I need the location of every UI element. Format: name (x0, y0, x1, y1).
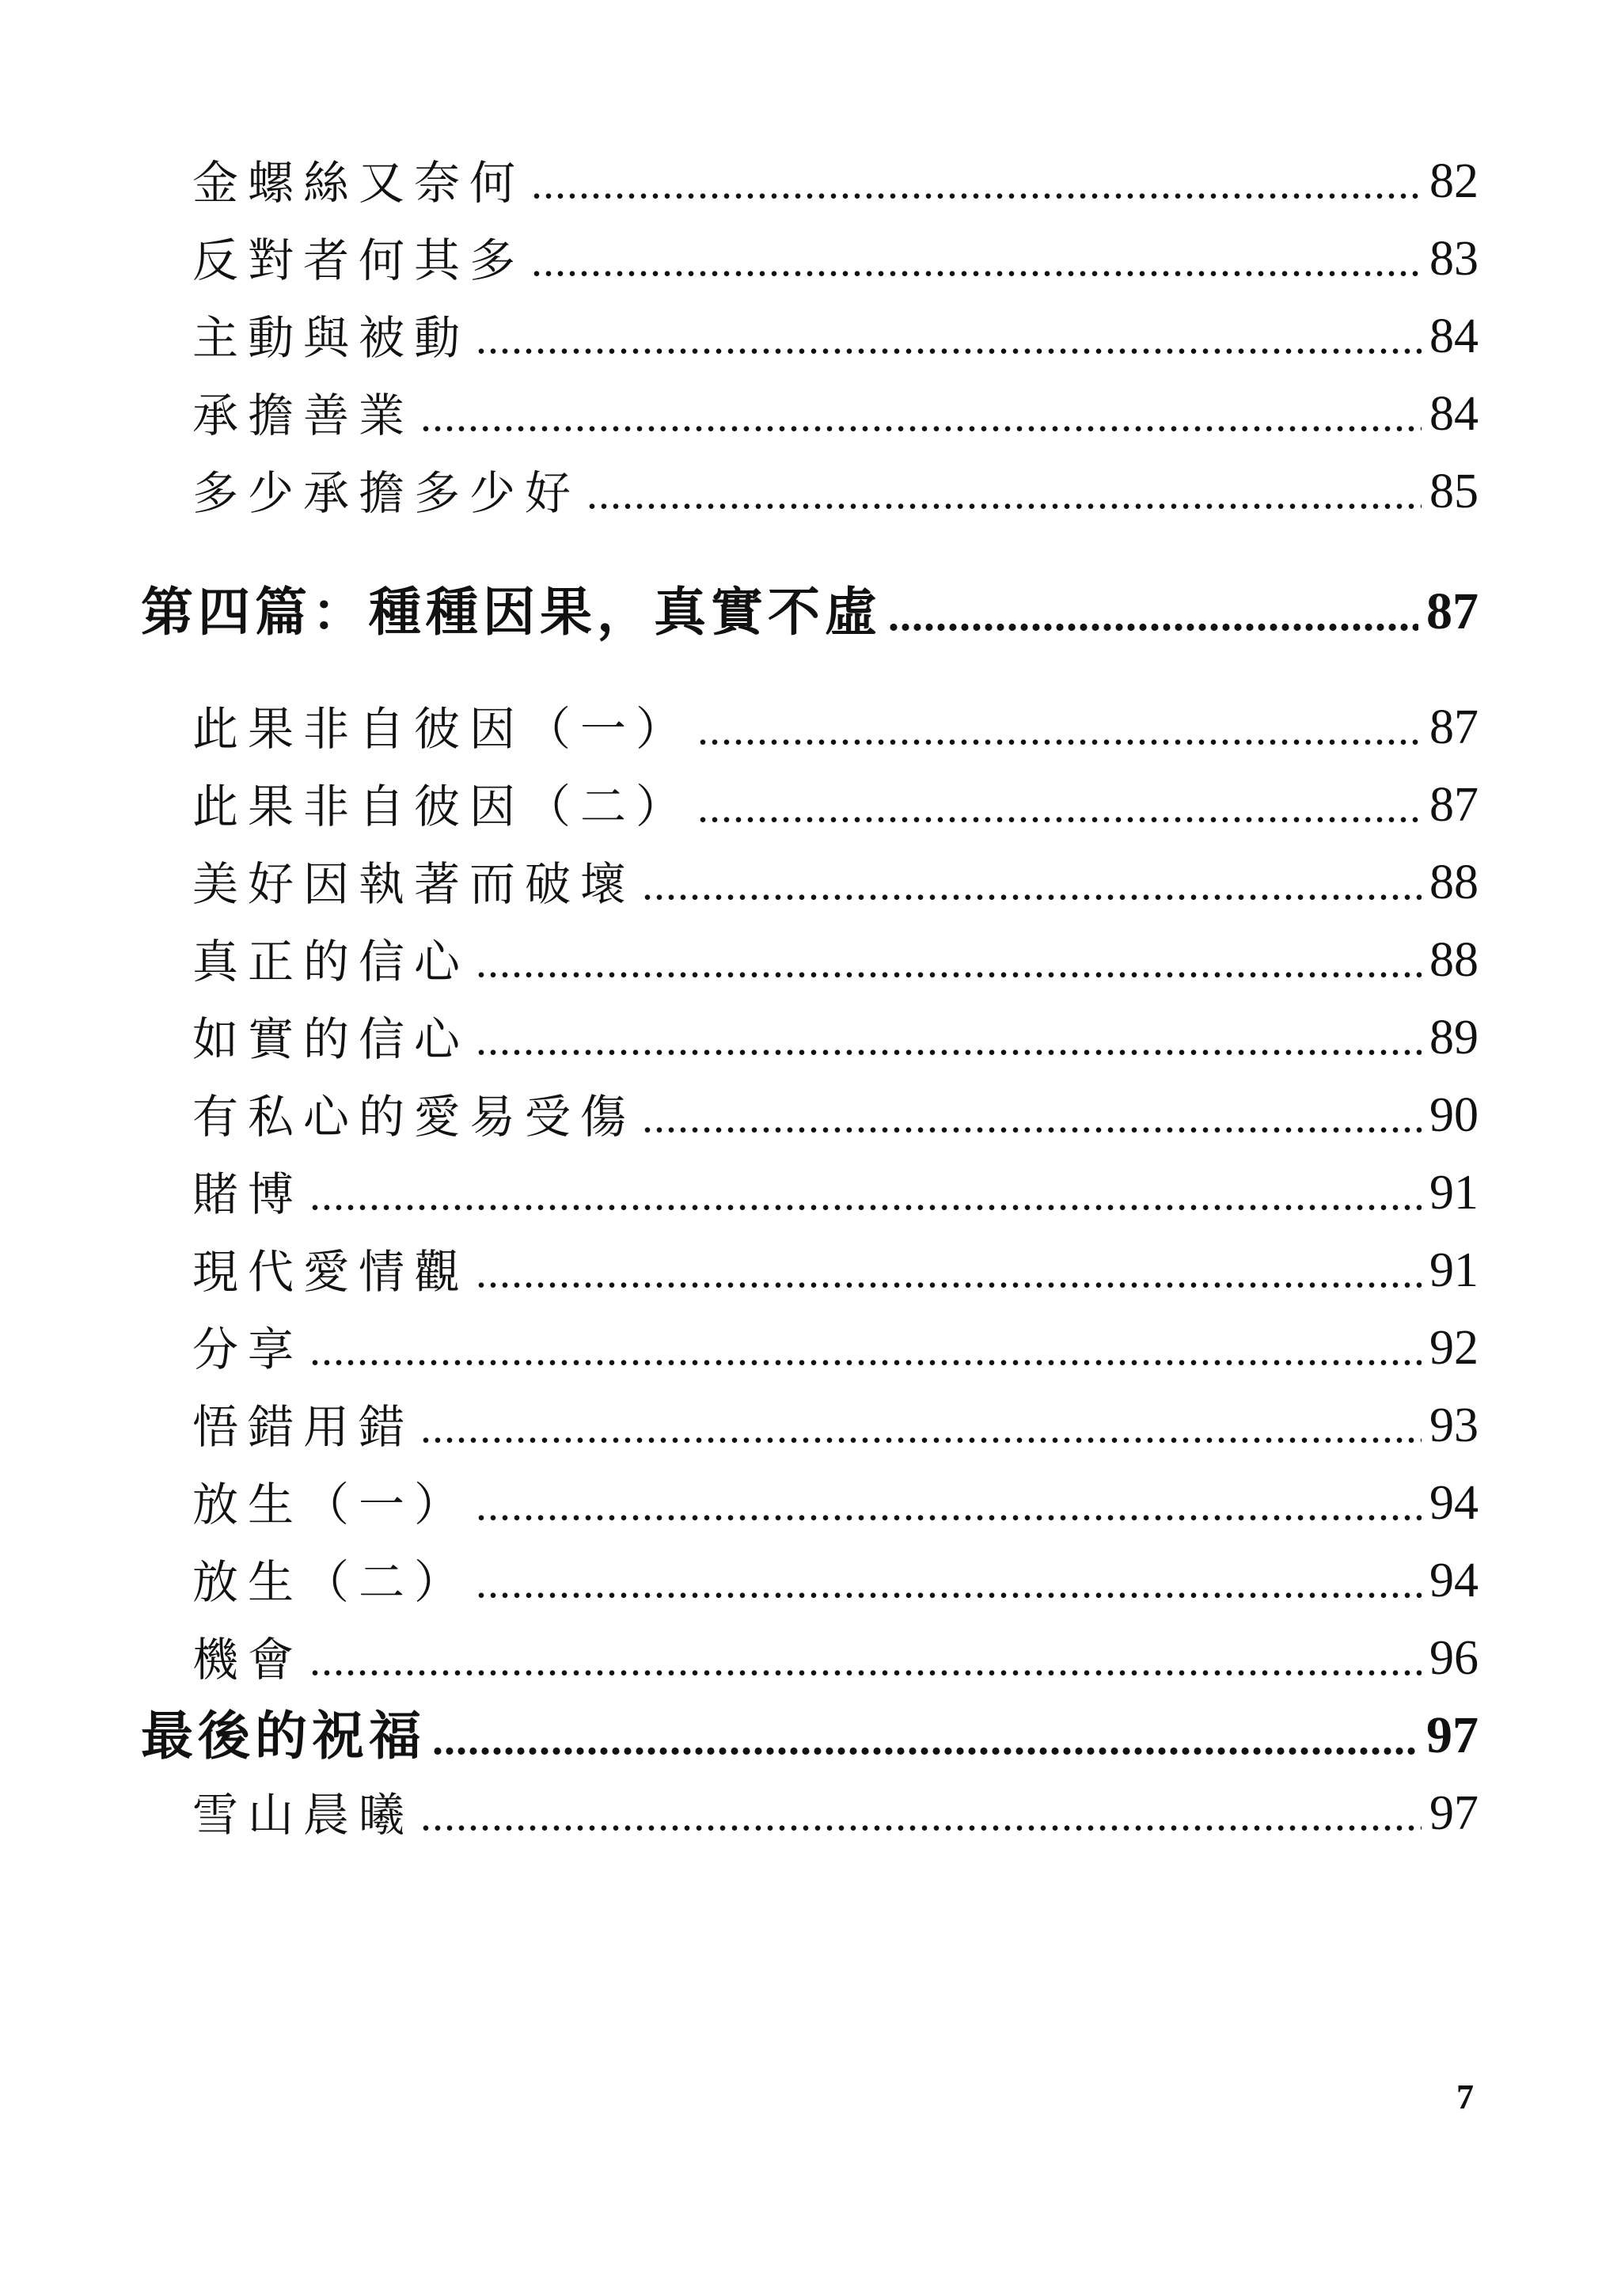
toc-entry-page: 87 (1426, 583, 1479, 640)
toc-entry-page: 94 (1429, 1554, 1479, 1607)
toc-entry (141, 142, 1479, 210)
toc-entry-page: 89 (1429, 1011, 1479, 1065)
toc-entry-page: 96 (1429, 1631, 1479, 1685)
toc-entry (141, 1619, 1479, 1687)
toc-part-heading (141, 575, 1479, 643)
toc-entry-title: 此果非自彼因（一） (192, 702, 692, 756)
toc-leader-dots (888, 594, 1418, 638)
toc-entry-title: 最後的祝福 (141, 1705, 426, 1767)
toc-entry-title: 多少承擔多少好 (192, 466, 581, 520)
toc-entry-page: 82 (1429, 154, 1479, 208)
toc-entry (141, 220, 1479, 287)
toc-leader-dots (309, 1328, 1422, 1372)
toc-entry (141, 921, 1479, 989)
page-number: 7 (1456, 2078, 1474, 2116)
toc-leader-dots (309, 1638, 1422, 1683)
toc-entry-title: 分享 (192, 1323, 304, 1376)
toc-entry-title: 有私心的愛易受傷 (192, 1090, 636, 1144)
toc-entry-title: 放生（一） (192, 1478, 470, 1531)
toc-leader-dots (642, 863, 1422, 907)
toc-entry (141, 1154, 1479, 1221)
toc-leader-dots (420, 1793, 1422, 1838)
toc-entry (141, 1231, 1479, 1299)
toc-entry (141, 1464, 1479, 1531)
toc-entry-page: 84 (1429, 309, 1479, 363)
toc-entry-title: 放生（二） (192, 1555, 470, 1609)
toc-entry (141, 1387, 1479, 1454)
toc-entry (141, 1309, 1479, 1376)
toc-entry (141, 453, 1479, 520)
toc-entry-page: 83 (1429, 232, 1479, 286)
toc-leader-dots (476, 317, 1422, 361)
toc-leader-dots (476, 1483, 1422, 1528)
toc-entry-title: 反對者何其多 (192, 233, 526, 287)
toc-entry (141, 1542, 1479, 1609)
toc-entry-title: 現代愛情觀 (192, 1245, 470, 1299)
toc-entry-title: 如實的信心 (192, 1012, 470, 1066)
toc-entry-page: 84 (1429, 387, 1479, 441)
toc-leader-dots (420, 394, 1422, 438)
toc-entry (141, 1774, 1479, 1842)
toc-entry-title: 金螺絲又奈何 (192, 156, 526, 210)
toc-entry-title: 機會 (192, 1633, 304, 1687)
toc-leader-dots (476, 940, 1422, 985)
toc-leader-dots (476, 1250, 1422, 1295)
toc-entry-title: 賭博 (192, 1167, 304, 1221)
toc-entry-page: 94 (1429, 1476, 1479, 1530)
toc-entry-page: 97 (1426, 1706, 1479, 1764)
toc-entry (141, 689, 1479, 756)
toc-entry-title: 第四篇：種種因果，真實不虛 (141, 581, 882, 643)
toc-entry-title: 悟錯用錯 (192, 1400, 415, 1454)
toc-leader-dots (531, 239, 1422, 283)
toc-entry-title: 承擔善業 (192, 389, 415, 442)
toc-entry-page: 87 (1429, 700, 1479, 754)
toc-entry (141, 298, 1479, 365)
toc-entry (141, 1076, 1479, 1144)
toc-entry-page: 87 (1429, 778, 1479, 832)
toc-entry-page: 90 (1429, 1088, 1479, 1142)
toc-entry-title: 美好因執著而破壞 (192, 857, 636, 911)
toc-entry-title: 主動與被動 (192, 311, 470, 365)
toc-leader-dots (697, 708, 1422, 752)
toc-entry-page: 91 (1429, 1243, 1479, 1297)
toc-entry-page: 88 (1429, 933, 1479, 987)
toc-leader-dots (587, 472, 1422, 516)
toc-leader-dots (697, 785, 1422, 829)
toc-entry (141, 844, 1479, 911)
toc-entry-title: 此果非自彼因（二） (192, 780, 692, 833)
toc-entry-page: 97 (1429, 1786, 1479, 1840)
toc-entry (141, 375, 1479, 442)
toc-entry-title: 雪山晨曦 (192, 1788, 415, 1842)
toc-entry (141, 999, 1479, 1066)
toc-leader-dots (309, 1173, 1422, 1217)
toc-part-heading (141, 1698, 1479, 1767)
toc-leader-dots (432, 1717, 1418, 1762)
toc-leader-dots (642, 1095, 1422, 1140)
toc-entry-page: 85 (1429, 465, 1479, 518)
toc-leader-dots (531, 161, 1422, 206)
toc-leader-dots (476, 1018, 1422, 1062)
toc-leader-dots (476, 1561, 1422, 1605)
toc-entry-page: 92 (1429, 1321, 1479, 1375)
toc-entry-title: 真正的信心 (192, 935, 470, 989)
toc-entry-page: 93 (1429, 1398, 1479, 1452)
toc-entry (141, 766, 1479, 833)
toc-entry-page: 88 (1429, 856, 1479, 909)
toc-entry-page: 91 (1429, 1166, 1479, 1220)
toc-leader-dots (420, 1406, 1422, 1450)
